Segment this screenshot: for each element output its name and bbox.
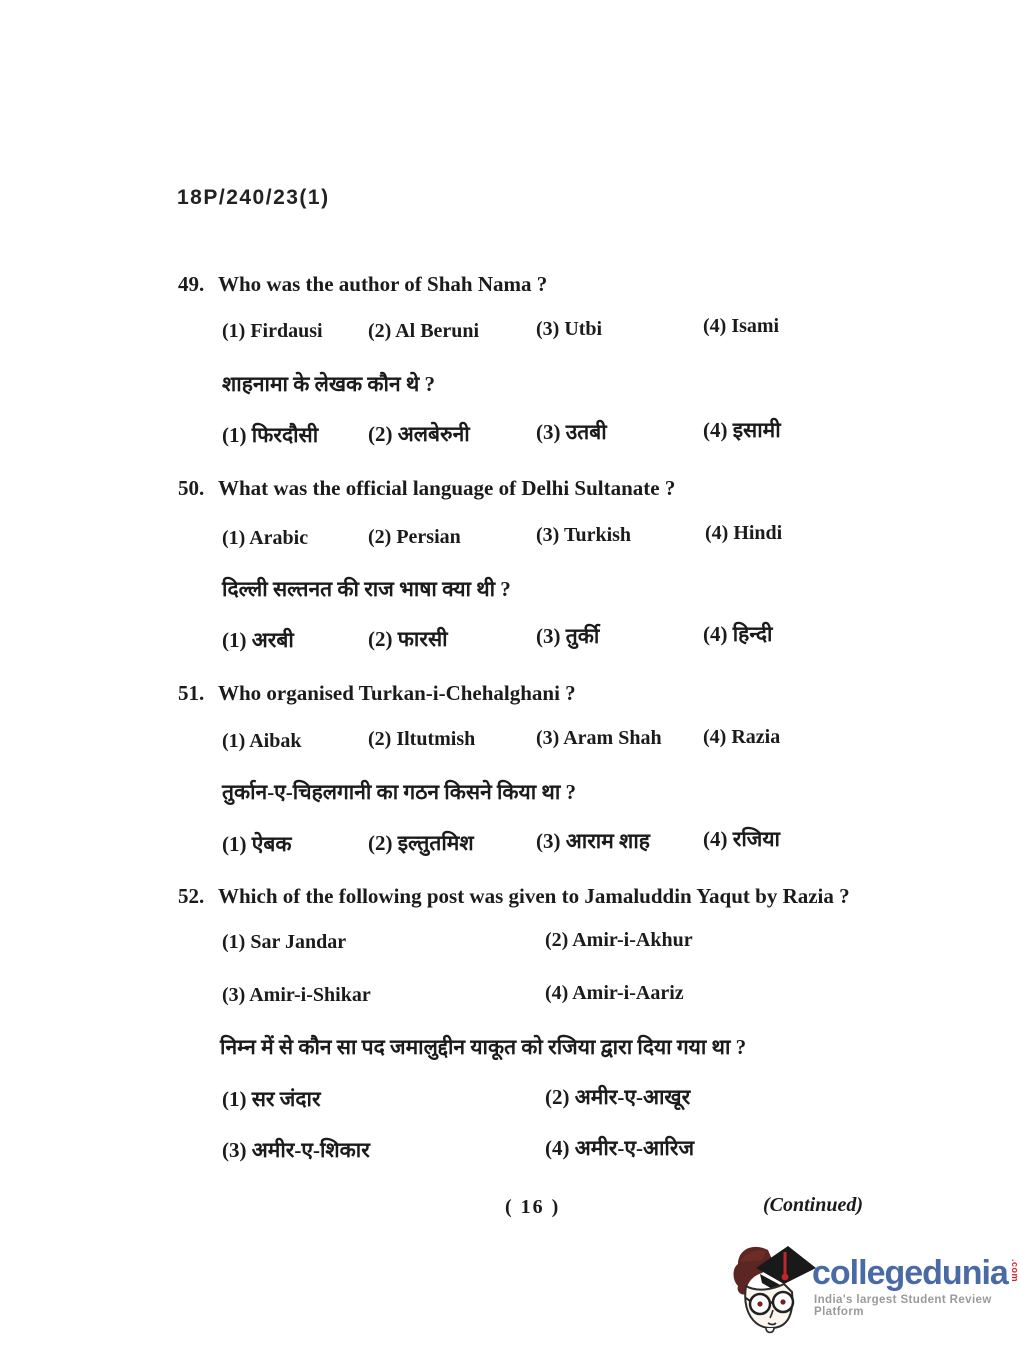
- option-hi: (2) इल्तुतमिश: [368, 831, 474, 855]
- option-hi: (2) अलबेरुनी: [368, 422, 470, 446]
- question-50: [178, 476, 675, 501]
- option-hi: (3) तुर्की: [536, 624, 600, 648]
- option-hi: (4) रजिया: [703, 827, 780, 851]
- question-number: 52.: [178, 884, 205, 908]
- question-49: [178, 272, 547, 297]
- option-en: (4) Hindi: [705, 522, 783, 544]
- question-number: 50.: [178, 476, 205, 500]
- option-en: (3) Utbi: [536, 318, 603, 340]
- continued-label: (Continued): [763, 1194, 864, 1216]
- option-hi: (3) अमीर-ए-शिकार: [222, 1138, 370, 1162]
- option-hi: (1) अरबी: [222, 628, 294, 652]
- option-en: (2) Amir-i-Akhur: [545, 929, 693, 951]
- option-en: (2) Iltutmish: [368, 728, 476, 750]
- collegedunia-logo: [726, 1238, 1020, 1338]
- question-text-en: Who organised Turkan-i-Chehalghani ?: [218, 681, 576, 705]
- option-en: (1) Sar Jandar: [222, 931, 347, 953]
- option-hi: (4) इसामी: [703, 418, 781, 442]
- brand-tagline: India's largest Student Review Platform: [814, 1294, 992, 1318]
- option-en: (1) Arabic: [222, 527, 309, 549]
- option-hi: (1) ऐबक: [222, 832, 292, 856]
- option-en: (4) Razia: [703, 726, 781, 748]
- page-number: ( 16 ): [505, 1196, 561, 1218]
- question-number: 49.: [178, 272, 205, 296]
- option-hi: (4) हिन्दी: [703, 622, 773, 646]
- option-en: (2) Al Beruni: [368, 320, 480, 342]
- option-en: (4) Isami: [703, 315, 780, 337]
- option-hi: (4) अमीर-ए-आरिज: [545, 1136, 695, 1160]
- option-hi: (3) आराम शाह: [536, 829, 650, 853]
- question-text-en: What was the official language of Delhi Sultanate ?: [218, 476, 676, 500]
- mascot-icon: [726, 1238, 818, 1338]
- question-text-en: Which of the following post was given to Jamaluddin Yaqut by Razia ?: [218, 884, 850, 908]
- option-en: (3) Aram Shah: [536, 727, 662, 749]
- option-en: (3) Turkish: [536, 524, 632, 546]
- option-hi: (3) उतबी: [536, 420, 607, 444]
- brand-tld: .com: [1009, 1259, 1020, 1283]
- option-en: (3) Amir-i-Shikar: [222, 984, 371, 1006]
- option-en: (1) Aibak: [222, 730, 302, 752]
- option-hi: (1) फिरदौसी: [222, 423, 319, 447]
- paper-code: 18P/240/23(1): [177, 186, 330, 209]
- question-51: [178, 681, 576, 706]
- question-text-hi: निम्न में से कौन सा पद जमालुद्दीन याकूत को रजिया द्वारा दिया गया था ?: [220, 1035, 747, 1059]
- question-text-hi: तुर्कान-ए-चिहलगानी का गठन किसने किया था ?: [222, 780, 577, 804]
- option-hi: (2) अमीर-ए-आखूर: [545, 1085, 691, 1109]
- option-hi: (2) फारसी: [368, 627, 448, 651]
- question-text-en: Who was the author of Shah Nama ?: [218, 272, 548, 296]
- option-en: (1) Firdausi: [222, 320, 323, 342]
- question-text-hi: शाहनामा के लेखक कौन थे ?: [222, 372, 436, 396]
- option-hi: (1) सर जंदार: [222, 1087, 321, 1111]
- question-text-hi: दिल्ली सल्तनत की राज भाषा क्या थी ?: [222, 577, 511, 601]
- question-52: [178, 884, 850, 909]
- question-number: 51.: [178, 681, 205, 705]
- option-en: (4) Amir-i-Aariz: [545, 982, 684, 1004]
- option-en: (2) Persian: [368, 526, 461, 548]
- brand-text: collegedunia: [812, 1254, 1008, 1292]
